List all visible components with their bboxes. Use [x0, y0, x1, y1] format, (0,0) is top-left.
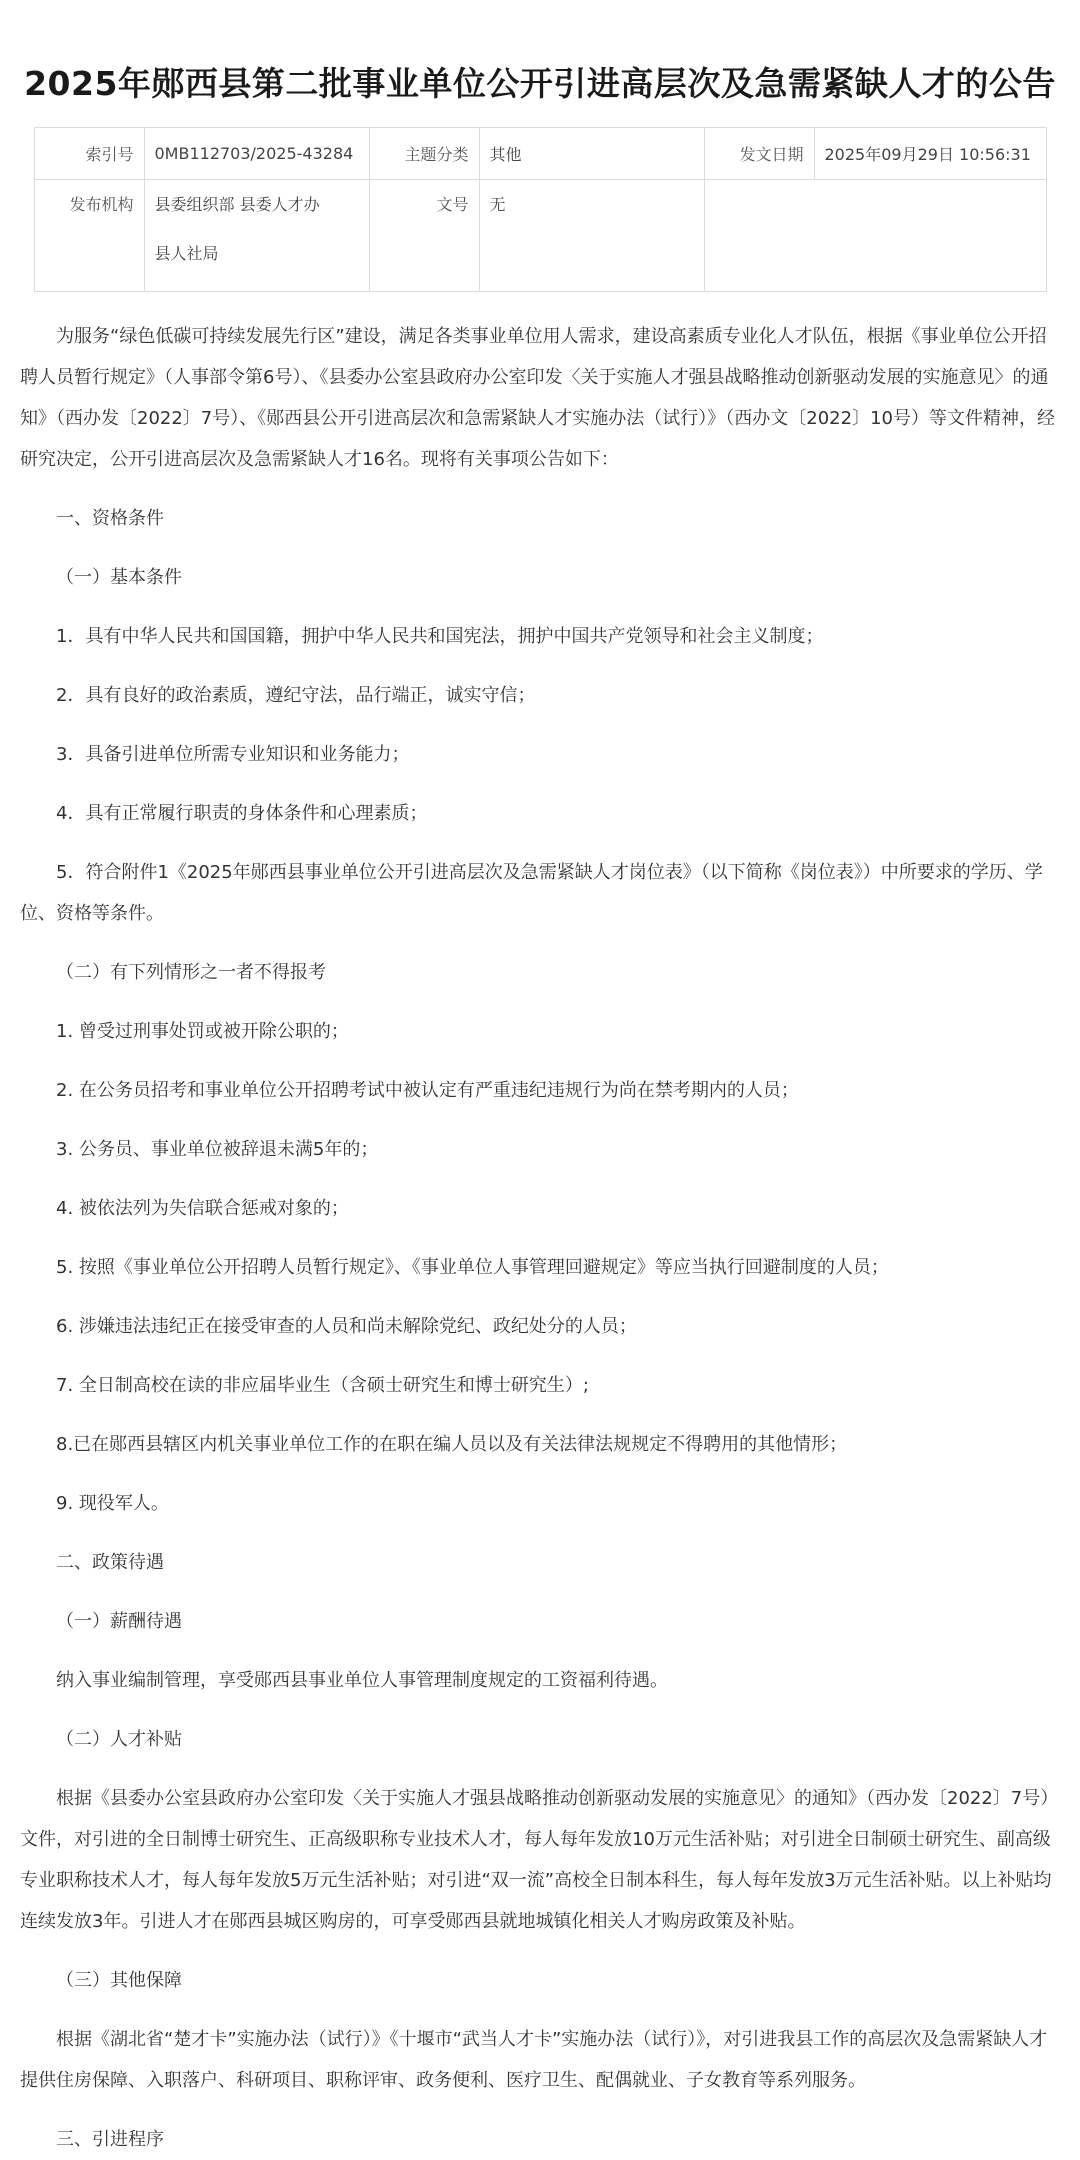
list-item: 1．具有中华人民共和国国籍，拥护中华人民共和国宪法，拥护中国共产党领导和社会主义制度；	[56, 626, 824, 647]
salary-paragraph: 纳入事业编制管理，享受郧西县事业单位人事管理制度规定的工资福利待遇。	[56, 1670, 668, 1691]
subsidy-paragraph: 根据《县委办公室县政府办公室印发〈关于实施人才强县战略推动创新驱动发展的实施意见〉的通知》（西办发〔2022〕7号）文件，对引进的全日制博士研究生、正高级职称专业技术人才，每人每年发放10万元生活补贴；对引进全日制硕士研究生、副高级专业职称技术人才，每人每年发放5万元生活补贴；对引进“双一流”高校全日制本科生，每人每年发放3万元生活补贴。以上补贴均连续发放3年。引进人才在郧西县城区购房的，可享受郧西县就地城镇化相关人才购房政策及补贴。	[20, 1788, 1059, 1932]
org-value-line-1: 县委组织部 县委人才办	[154, 195, 320, 214]
list-item: 7. 全日制高校在读的非应届毕业生（含硕士研究生和博士研究生）;	[56, 1375, 589, 1396]
date-label: 发文日期	[704, 128, 814, 180]
topic-label: 主题分类	[369, 128, 479, 180]
list-item: 4．具有正常履行职责的身体条件和心理素质；	[56, 803, 428, 824]
section-heading: 三、引进程序	[56, 2129, 164, 2150]
subsection-heading: （二）人才补贴	[56, 1729, 182, 1750]
metadata-table	[34, 127, 1047, 292]
org-label: 发布机构	[34, 180, 144, 292]
index-label: 索引号	[34, 128, 144, 180]
intro-paragraph: 为服务“绿色低碳可持续发展先行区”建设，满足各类事业单位用人需求，建设高素质专业化人才队伍，根据《事业单位公开招聘人员暂行规定》（人事部令第6号）、《县委办公室县政府办公室印发〈关于实施人才强县战略推动创新驱动发展的实施意见〉的通知》（西办发〔2022〕7号）、《郧西县公开引进高层次和急需紧缺人才实施办法（试行）》（西办文〔2022〕10号）等文件精神，经研究决定，公开引进高层次及急需紧缺人才16名。现将有关事项公告如下：	[20, 326, 1055, 470]
subsection-heading: （三）其他保障	[56, 1970, 182, 1991]
other-support-paragraph: 根据《湖北省“楚才卡”实施办法（试行）》《十堰市“武当人才卡”实施办法（试行）》，对引进我县工作的高层次及急需紧缺人才提供住房保障、入职落户、科研项目、职称评审、政务便利、医疗卫生、配偶就业、子女教育等系列服务。	[20, 2029, 1048, 2091]
list-item: 9. 现役军人。	[56, 1493, 169, 1514]
article-title: 2025年郧西县第二批事业单位公开引进高层次及急需紧缺人才的公告	[24, 64, 1056, 103]
metadata-row	[34, 128, 1046, 180]
list-item: 3. 公务员、事业单位被辞退未满5年的；	[56, 1139, 379, 1160]
list-item: 5．符合附件1《2025年郧西县事业单位公开引进高层次及急需紧缺人才岗位表》（以下简称《岗位表》）中所要求的学历、学位、资格等条件。	[20, 862, 1043, 924]
subsection-heading: （一）薪酬待遇	[56, 1611, 182, 1632]
list-item: 4. 被依法列为失信联合惩戒对象的；	[56, 1198, 349, 1219]
article-body	[20, 316, 1060, 2160]
list-item: 5. 按照《事业单位公开招聘人员暂行规定》、《事业单位人事管理回避规定》等应当执行回避制度的人员；	[56, 1257, 889, 1278]
doc-number-label: 文号	[369, 180, 479, 292]
list-item: 2. 在公务员招考和事业单位公开招聘考试中被认定有严重违纪违规行为尚在禁考期内的人员；	[56, 1080, 799, 1101]
article-page	[20, 0, 1060, 2160]
topic-value: 其他	[479, 128, 704, 180]
list-item: 8.已在郧西县辖区内机关事业单位工作的在职在编人员以及有关法律法规规定不得聘用的其他情形；	[56, 1434, 848, 1455]
section-heading: 一、资格条件	[56, 508, 164, 529]
section-heading: 二、政策待遇	[56, 1552, 164, 1573]
doc-number-value: 无	[479, 180, 704, 292]
subsection-heading: （一）基本条件	[56, 567, 182, 588]
metadata-row	[34, 180, 1046, 292]
subsection-heading: （二）有下列情形之一者不得报考	[56, 962, 326, 983]
list-item: 1. 曾受过刑事处罚或被开除公职的；	[56, 1021, 349, 1042]
org-value-line-2: 县人社局	[154, 244, 219, 263]
list-item: 6. 涉嫌违法违纪正在接受审查的人员和尚未解除党纪、政纪处分的人员；	[56, 1316, 637, 1337]
index-value: 0MB112703/2025-43284	[144, 128, 369, 180]
list-item: 2．具有良好的政治素质，遵纪守法，品行端正，诚实守信；	[56, 685, 536, 706]
list-item: 3．具备引进单位所需专业知识和业务能力；	[56, 744, 410, 765]
date-value: 2025年09月29日 10:56:31	[814, 128, 1046, 180]
empty-cell	[704, 180, 1046, 292]
org-value	[144, 180, 369, 292]
